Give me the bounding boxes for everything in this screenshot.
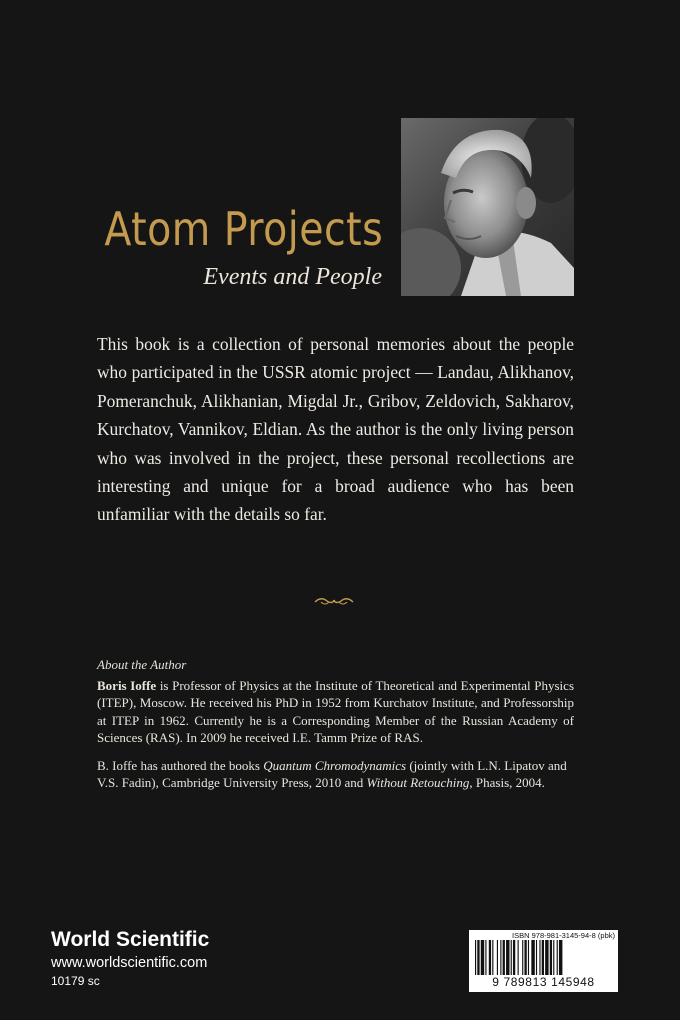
book-details-2: , Phasis, 2004. xyxy=(469,775,545,791)
author-photo xyxy=(401,118,574,296)
book-title-2: Without Retouching xyxy=(366,775,470,791)
books-intro: B. Ioffe has authored the books xyxy=(97,758,264,773)
about-author-heading: About the Author xyxy=(97,657,187,672)
barcode-bars xyxy=(475,940,612,975)
book-title: Atom Projects xyxy=(104,202,383,256)
catalog-code: 10179 sc xyxy=(51,974,100,988)
publisher-name: World Scientific xyxy=(51,928,210,951)
isbn-number: 9 789813 145948 xyxy=(492,975,595,989)
ornament-flourish-icon xyxy=(313,594,355,608)
book-subtitle: Events and People xyxy=(203,264,382,290)
about-author-bio xyxy=(97,677,574,747)
book-details-1: (jointly with L.N. Lipatov and V.S. Fadin), Cambridge University Press, 2010 and xyxy=(97,758,567,791)
book-description: This book is a collection of personal memories about the people who participated in the USSR atomic project — Landau, Alikhanov, Pomeranchuk, Alikhanian, Migdal Jr., Gribov, Zeldovich, Sakharov, Kurchatov, Vannikov, Eldian. As the author is the only living person who was involved in the project, these personal recollections are interesting and unique for a broad audience who has been unfamiliar with the details so far. xyxy=(97,334,574,525)
publisher-website: www.worldscientific.com xyxy=(51,955,208,971)
author-portrait-image xyxy=(401,118,574,296)
book-title-1: Quantum Chromodynamics xyxy=(263,758,407,773)
author-bio-text: is Professor of Physics at the Institute of Theoretical and Experimental Physics (ITEP), Moscow. He received his PhD in 1952 from Kurchatov Institute, and Professorship at ITEP in 1962. Currently he is a Corresponding Member of the Russian Academy of Sciences (RAS). In 2009 he received I.E. Tamm Prize of RAS. xyxy=(97,678,574,746)
author-name: Boris Ioffe xyxy=(97,678,157,693)
author-books xyxy=(97,757,577,792)
isbn-label: ISBN 978-981-3145-94-8 (pbk) xyxy=(512,931,615,940)
isbn-barcode xyxy=(469,930,618,992)
